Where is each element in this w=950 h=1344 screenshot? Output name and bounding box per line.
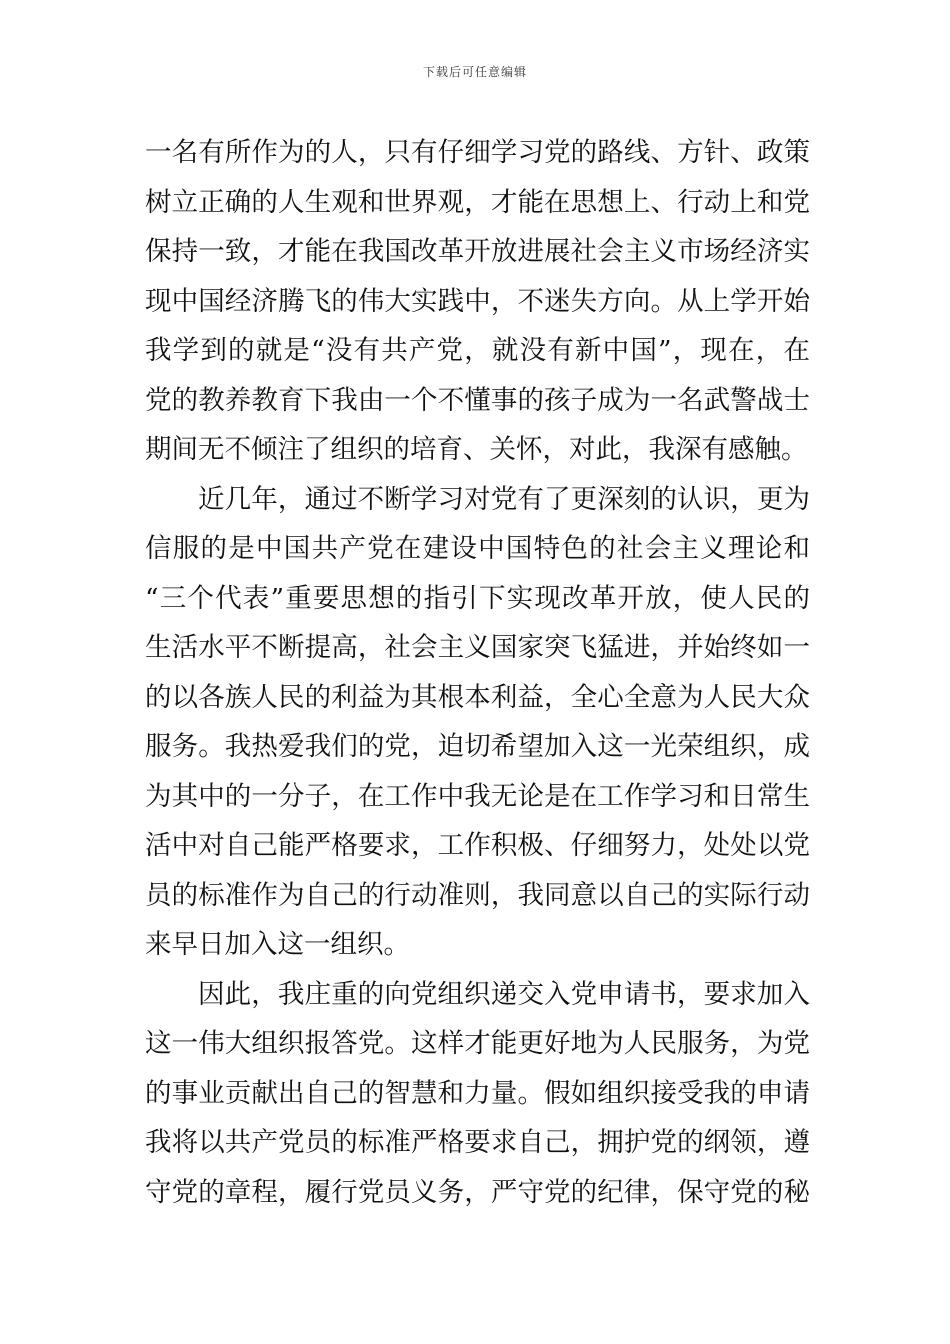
- text-line: 这一伟大组织报答党。这样才能更好地为人民服务，为党: [145, 1028, 810, 1059]
- text-line: 我将以共产党员的标准严格要求自己，拥护党的纲领，遵: [145, 1127, 810, 1158]
- text-line: 信服的是中国共产党在建设中国特色的社会主义理论和: [145, 533, 810, 564]
- text-line: “三个代表”重要思想的指引下实现改革开放，使人民的: [145, 582, 810, 614]
- text-line: 我学到的就是“没有共产党，就没有新中国”，现在，在: [145, 335, 810, 366]
- text-line: 期间无不倾注了组织的培育、关怀，对此，我深有感触。: [145, 434, 808, 465]
- page-header-note: 下载后可任意编辑: [422, 65, 527, 79]
- text-line: 生活水平不断提高，社会主义国家突飞猛进，并始终如一: [145, 632, 810, 663]
- paragraph-first-line: 因此，我庄重的向党组织递交入党申请书，要求加入: [198, 978, 810, 1010]
- text-line: 的以各族人民的利益为其根本利益，全心全意为人民大众: [145, 681, 810, 713]
- text-line: 一名有所作为的人，只有仔细学习党的路线、方针、政策: [145, 137, 810, 168]
- text-line: 树立正确的人生观和世界观，才能在思想上、行动上和党: [145, 186, 810, 218]
- text-line: 党的教养教育下我由一个不懂事的孩子成为一名武警战士: [145, 384, 810, 416]
- text-line: 服务。我热爱我们的党，迫切希望加入这一光荣组织，成: [145, 731, 810, 762]
- text-line: 活中对自己能严格要求，工作积极、仔细努力，处处以党: [145, 830, 810, 861]
- text-line: 的事业贡献出自己的智慧和力量。假如组织接受我的申请: [145, 1077, 810, 1109]
- text-line: 保持一致，才能在我国改革开放进展社会主义市场经济实: [145, 236, 810, 267]
- text-line: 员的标准作为自己的行动准则，我同意以自己的实际行动: [145, 879, 810, 911]
- text-line: 来早日加入这一组织。: [145, 929, 410, 960]
- text-line: 守党的章程，履行党员义务，严守党的纪律，保守党的秘: [145, 1176, 810, 1208]
- paragraph-first-line: 近几年，通过不断学习对党有了更深刻的认识，更为: [198, 483, 810, 515]
- document-body: [145, 128, 810, 1217]
- text-line: 现中国经济腾飞的伟大实践中，不迷失方向。从上学开始: [145, 285, 810, 317]
- text-line: 为其中的一分子，在工作中我无论是在工作学习和日常生: [145, 780, 810, 812]
